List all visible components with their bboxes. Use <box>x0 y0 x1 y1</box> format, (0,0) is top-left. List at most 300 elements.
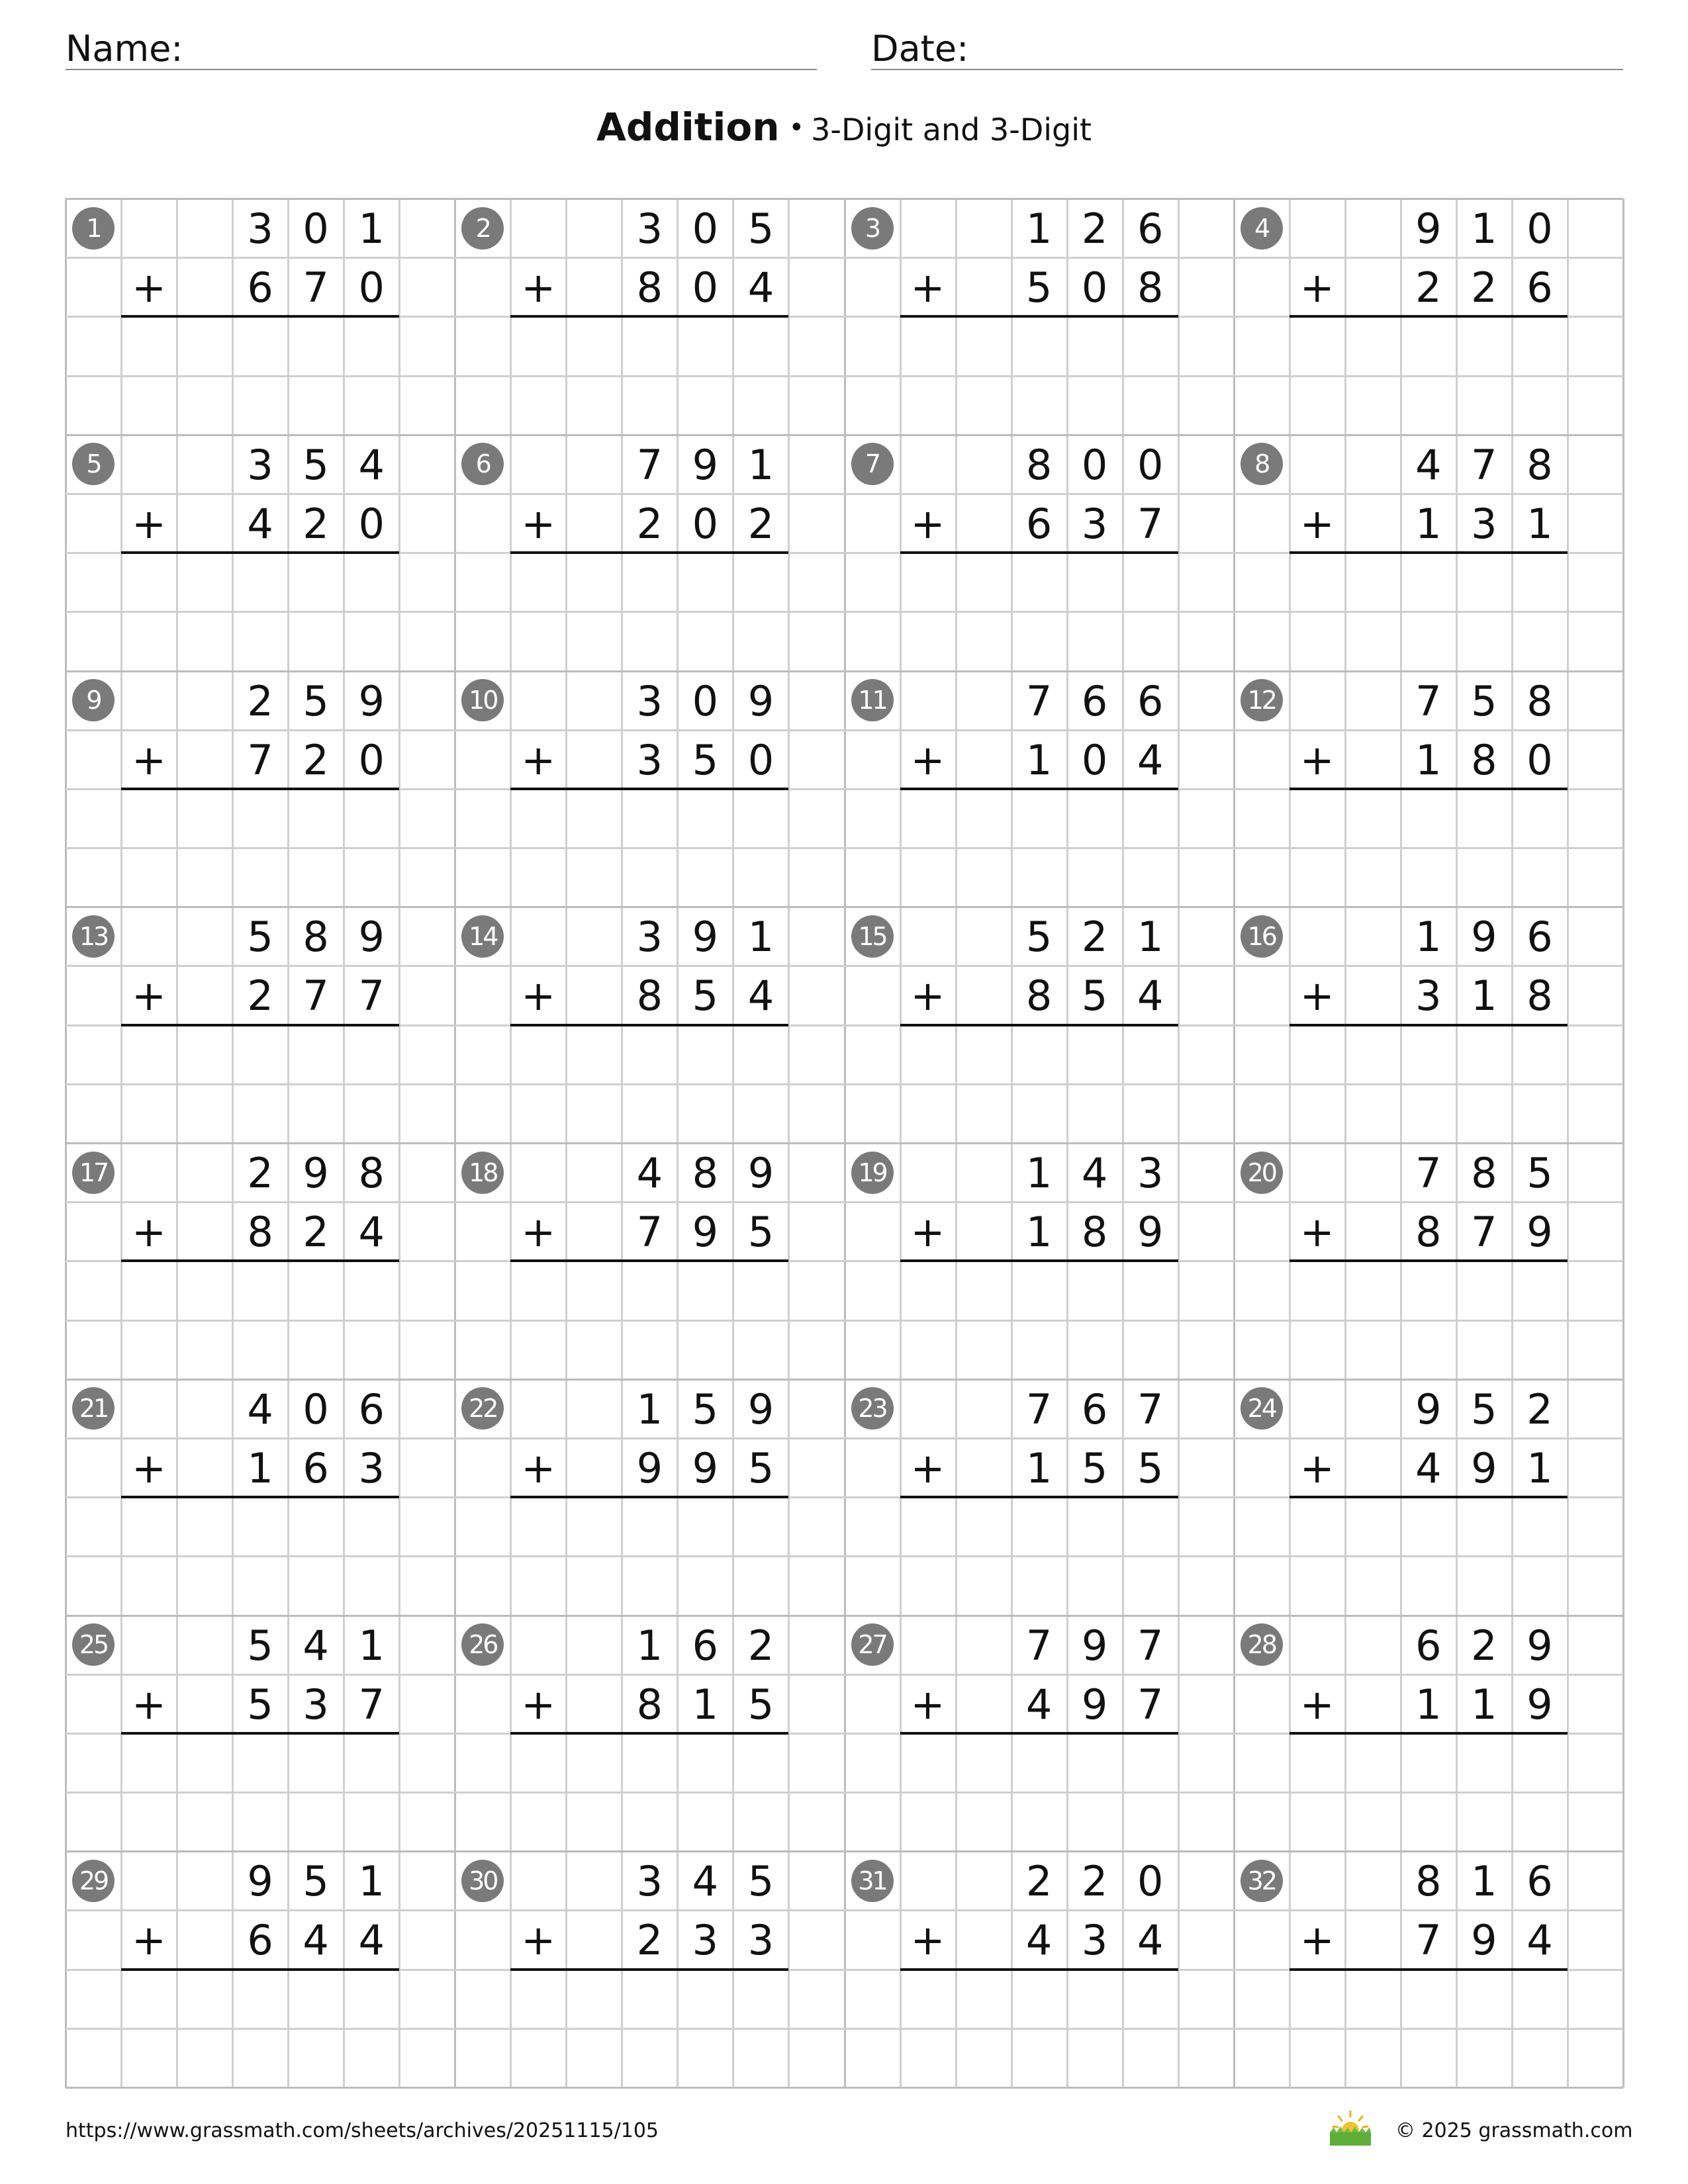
answer-cell[interactable] <box>1346 1498 1399 1555</box>
answer-cell[interactable] <box>623 1498 676 1555</box>
answer-cell[interactable] <box>234 1498 287 1555</box>
plus-sign: + <box>521 735 556 784</box>
answer-cell[interactable] <box>567 1794 620 1850</box>
addend-bottom-digit: 4 <box>303 1916 329 1965</box>
answer-cell[interactable] <box>1513 1322 1566 1378</box>
answer-cell[interactable] <box>345 2030 398 2086</box>
answer-cell[interactable] <box>345 1498 398 1555</box>
addend-bottom-digit: 4 <box>1025 1916 1053 1965</box>
answer-cell[interactable] <box>345 1262 398 1318</box>
answer-cell[interactable] <box>1402 1971 1455 2027</box>
answer-cell[interactable] <box>234 1557 287 1614</box>
answer-cell[interactable] <box>734 318 787 374</box>
answer-cell[interactable] <box>623 1085 676 1142</box>
answer-cell[interactable] <box>178 613 231 669</box>
addend-bottom-digit: 4 <box>1137 1916 1164 1965</box>
answer-cell[interactable] <box>1068 1322 1121 1378</box>
answer-cell[interactable] <box>679 554 731 610</box>
addend-top-digit: 5 <box>1025 913 1053 962</box>
answer-cell[interactable] <box>734 1498 787 1555</box>
answer-cell[interactable] <box>734 2030 787 2086</box>
answer-cell[interactable] <box>345 1026 398 1083</box>
answer-cell[interactable] <box>345 849 398 905</box>
answer-cell[interactable] <box>1346 790 1399 846</box>
addend-bottom-digit: 5 <box>692 972 719 1021</box>
answer-cell[interactable] <box>1346 318 1399 374</box>
answer-cell[interactable] <box>623 1557 676 1614</box>
answer-cell[interactable] <box>1124 2030 1177 2086</box>
answer-cell[interactable] <box>234 1322 287 1378</box>
addend-bottom-digit: 8 <box>1081 1208 1108 1257</box>
plus-sign: + <box>132 1916 166 1965</box>
answer-cell[interactable] <box>1124 1735 1177 1791</box>
answer-cell[interactable] <box>957 849 1010 905</box>
answer-cell[interactable] <box>1458 1794 1511 1850</box>
answer-cell[interactable] <box>623 613 676 669</box>
answer-cell[interactable] <box>1013 2030 1066 2086</box>
addend-top-digit: 9 <box>1081 1621 1108 1670</box>
answer-cell[interactable] <box>567 1322 620 1378</box>
answer-cell[interactable] <box>679 318 731 374</box>
answer-cell[interactable] <box>289 1735 342 1791</box>
answer-cell[interactable] <box>567 613 620 669</box>
answer-cell[interactable] <box>289 613 342 669</box>
answer-cell[interactable] <box>1346 1557 1399 1614</box>
answer-cell[interactable] <box>957 790 1010 846</box>
plus-sign: + <box>132 972 166 1021</box>
answer-cell[interactable] <box>1068 1498 1121 1555</box>
answer-cell[interactable] <box>345 790 398 846</box>
answer-cell[interactable] <box>1068 1026 1121 1083</box>
addend-top-digit: 9 <box>1415 1385 1442 1433</box>
answer-cell[interactable] <box>957 1557 1010 1614</box>
answer-cell[interactable] <box>623 790 676 846</box>
answer-cell[interactable] <box>734 613 787 669</box>
answer-cell[interactable] <box>679 377 731 433</box>
answer-cell[interactable] <box>679 1262 731 1318</box>
plus-sign: + <box>521 1680 556 1729</box>
answer-cell[interactable] <box>623 2030 676 2086</box>
answer-cell[interactable] <box>289 318 342 374</box>
answer-cell[interactable] <box>734 1026 787 1083</box>
answer-cell[interactable] <box>1513 613 1566 669</box>
answer-cell[interactable] <box>567 849 620 905</box>
plus-sign: + <box>1299 499 1335 548</box>
answer-cell[interactable] <box>1513 1085 1566 1142</box>
addend-bottom-digit: 7 <box>247 735 273 784</box>
answer-cell[interactable] <box>567 1085 620 1142</box>
answer-cell[interactable] <box>957 318 1010 374</box>
answer-cell[interactable] <box>679 1794 731 1850</box>
answer-cell[interactable] <box>1068 1794 1121 1850</box>
answer-cell[interactable] <box>1458 1026 1511 1083</box>
answer-cell[interactable] <box>1124 1557 1177 1614</box>
answer-cell[interactable] <box>1346 1971 1399 2027</box>
answer-cell[interactable] <box>957 1085 1010 1142</box>
answer-cell[interactable] <box>1013 1794 1066 1850</box>
answer-cell[interactable] <box>1402 1085 1455 1142</box>
addend-bottom-digit: 1 <box>1025 735 1053 784</box>
answer-cell[interactable] <box>567 318 620 374</box>
answer-cell[interactable] <box>1346 849 1399 905</box>
answer-cell[interactable] <box>289 554 342 610</box>
answer-cell[interactable] <box>623 554 676 610</box>
addend-top-digit: 2 <box>1081 913 1108 962</box>
answer-cell[interactable] <box>1013 318 1066 374</box>
answer-cell[interactable] <box>178 1262 231 1318</box>
answer-cell[interactable] <box>345 1794 398 1850</box>
answer-cell[interactable] <box>345 377 398 433</box>
answer-cell[interactable] <box>1513 377 1566 433</box>
answer-cell[interactable] <box>734 1085 787 1142</box>
answer-cell[interactable] <box>1013 554 1066 610</box>
answer-cell[interactable] <box>1458 849 1511 905</box>
answer-cell[interactable] <box>1458 790 1511 846</box>
answer-cell[interactable] <box>567 790 620 846</box>
answer-cell[interactable] <box>1013 849 1066 905</box>
answer-cell[interactable] <box>1068 1557 1121 1614</box>
answer-cell[interactable] <box>1124 377 1177 433</box>
answer-cell[interactable] <box>178 377 231 433</box>
answer-cell[interactable] <box>178 1498 231 1555</box>
answer-cell[interactable] <box>679 1026 731 1083</box>
answer-cell[interactable] <box>1124 318 1177 374</box>
answer-cell[interactable] <box>679 1498 731 1555</box>
answer-cell[interactable] <box>345 613 398 669</box>
addend-bottom-digit: 2 <box>247 972 273 1021</box>
answer-cell[interactable] <box>567 1262 620 1318</box>
addend-top-digit: 2 <box>247 1149 273 1197</box>
answer-cell[interactable] <box>345 1971 398 2027</box>
answer-cell[interactable] <box>1068 1971 1121 2027</box>
answer-cell[interactable] <box>1068 613 1121 669</box>
answer-cell[interactable] <box>567 1735 620 1791</box>
answer-cell[interactable] <box>623 1794 676 1850</box>
addend-top-digit: 1 <box>1471 205 1497 253</box>
answer-cell[interactable] <box>679 1085 731 1142</box>
answer-cell[interactable] <box>1068 318 1121 374</box>
answer-cell[interactable] <box>1124 1026 1177 1083</box>
answer-cell[interactable] <box>567 377 620 433</box>
answer-cell[interactable] <box>178 849 231 905</box>
answer-cell[interactable] <box>1068 790 1121 846</box>
answer-cell[interactable] <box>679 1557 731 1614</box>
answer-cell[interactable] <box>178 1794 231 1850</box>
answer-cell[interactable] <box>178 1026 231 1083</box>
answer-cell[interactable] <box>623 849 676 905</box>
addend-top-digit: 3 <box>636 205 663 253</box>
answer-cell[interactable] <box>957 1794 1010 1850</box>
answer-cell[interactable] <box>1124 613 1177 669</box>
answer-cell[interactable] <box>734 1794 787 1850</box>
answer-cell[interactable] <box>345 318 398 374</box>
answer-cell[interactable] <box>289 1971 342 2027</box>
answer-cell[interactable] <box>289 1262 342 1318</box>
answer-cell[interactable] <box>1402 2030 1455 2086</box>
answer-cell[interactable] <box>234 1085 287 1142</box>
addend-bottom-digit: 1 <box>1471 972 1497 1021</box>
answer-cell[interactable] <box>679 849 731 905</box>
answer-cell[interactable] <box>1124 1794 1177 1850</box>
answer-cell[interactable] <box>178 2030 231 2086</box>
answer-cell[interactable] <box>1346 377 1399 433</box>
answer-cell[interactable] <box>567 1026 620 1083</box>
answer-cell[interactable] <box>178 1322 231 1378</box>
answer-cell[interactable] <box>1402 1498 1455 1555</box>
answer-cell[interactable] <box>234 1026 287 1083</box>
answer-cell[interactable] <box>567 1971 620 2027</box>
answer-cell[interactable] <box>289 1085 342 1142</box>
answer-cell[interactable] <box>1402 1262 1455 1318</box>
answer-cell[interactable] <box>1402 790 1455 846</box>
problem-number-badge: 14 <box>461 915 504 958</box>
answer-cell[interactable] <box>1513 554 1566 610</box>
answer-cell[interactable] <box>1013 790 1066 846</box>
answer-cell[interactable] <box>178 1557 231 1614</box>
answer-cell[interactable] <box>1068 2030 1121 2086</box>
addend-bottom-digit: 2 <box>303 735 329 784</box>
answer-cell[interactable] <box>1068 1735 1121 1791</box>
answer-cell[interactable] <box>1013 1322 1066 1378</box>
answer-cell[interactable] <box>957 554 1010 610</box>
answer-cell[interactable] <box>623 1971 676 2027</box>
answer-cell[interactable] <box>234 2030 287 2086</box>
answer-cell[interactable] <box>234 849 287 905</box>
answer-cell[interactable] <box>1458 377 1511 433</box>
answer-cell[interactable] <box>1458 1971 1511 2027</box>
answer-cell[interactable] <box>289 1026 342 1083</box>
answer-cell[interactable] <box>1513 1971 1566 2027</box>
answer-cell[interactable] <box>1402 1735 1455 1791</box>
answer-cell[interactable] <box>1124 1085 1177 1142</box>
answer-cell[interactable] <box>1068 554 1121 610</box>
answer-cell[interactable] <box>679 613 731 669</box>
answer-cell[interactable] <box>234 1794 287 1850</box>
plus-sign: + <box>1299 972 1335 1021</box>
plus-sign: + <box>910 1916 945 1965</box>
answer-cell[interactable] <box>1458 1322 1511 1378</box>
problem-number-badge: 19 <box>851 1152 894 1194</box>
answer-cell[interactable] <box>1013 1498 1066 1555</box>
answer-cell[interactable] <box>957 1322 1010 1378</box>
answer-cell[interactable] <box>1402 1794 1455 1850</box>
answer-cell[interactable] <box>1068 1085 1121 1142</box>
answer-cell[interactable] <box>1013 613 1066 669</box>
answer-cell[interactable] <box>1458 1262 1511 1318</box>
answer-cell[interactable] <box>234 1735 287 1791</box>
answer-cell[interactable] <box>1458 554 1511 610</box>
answer-cell[interactable] <box>623 1322 676 1378</box>
answer-cell[interactable] <box>1068 1262 1121 1318</box>
answer-cell[interactable] <box>178 318 231 374</box>
answer-cell[interactable] <box>623 1735 676 1791</box>
answer-cell[interactable] <box>234 318 287 374</box>
addend-top-digit: 5 <box>303 676 329 725</box>
answer-cell[interactable] <box>957 1498 1010 1555</box>
answer-cell[interactable] <box>1013 1262 1066 1318</box>
answer-cell[interactable] <box>567 1557 620 1614</box>
answer-cell[interactable] <box>567 1498 620 1555</box>
answer-cell[interactable] <box>1346 1085 1399 1142</box>
answer-cell[interactable] <box>1402 849 1455 905</box>
answer-cell[interactable] <box>1013 1971 1066 2027</box>
answer-cell[interactable] <box>679 790 731 846</box>
answer-cell[interactable] <box>289 1557 342 1614</box>
answer-cell[interactable] <box>1513 1735 1566 1791</box>
answer-cell[interactable] <box>734 849 787 905</box>
answer-cell[interactable] <box>734 1971 787 2027</box>
answer-cell[interactable] <box>679 1971 731 2027</box>
answer-cell[interactable] <box>1124 1971 1177 2027</box>
answer-cell[interactable] <box>1346 1735 1399 1791</box>
answer-cell[interactable] <box>234 790 287 846</box>
answer-cell[interactable] <box>1124 554 1177 610</box>
name-field[interactable] <box>66 24 817 70</box>
answer-cell[interactable] <box>1513 1794 1566 1850</box>
answer-cell[interactable] <box>1513 318 1566 374</box>
answer-cell[interactable] <box>1513 1026 1566 1083</box>
answer-cell[interactable] <box>679 2030 731 2086</box>
answer-cell[interactable] <box>178 790 231 846</box>
answer-cell[interactable] <box>734 790 787 846</box>
addend-bottom-digit: 8 <box>636 972 663 1021</box>
answer-cell[interactable] <box>623 1262 676 1318</box>
answer-cell[interactable] <box>1124 790 1177 846</box>
answer-cell[interactable] <box>734 1557 787 1614</box>
answer-cell[interactable] <box>289 790 342 846</box>
answer-cell[interactable] <box>957 1735 1010 1791</box>
answer-cell[interactable] <box>1346 554 1399 610</box>
plus-sign: + <box>132 1208 166 1257</box>
answer-cell[interactable] <box>1458 2030 1511 2086</box>
answer-cell[interactable] <box>567 554 620 610</box>
answer-cell[interactable] <box>957 1262 1010 1318</box>
answer-cell[interactable] <box>289 377 342 433</box>
answer-cell[interactable] <box>957 1971 1010 2027</box>
answer-cell[interactable] <box>1346 1794 1399 1850</box>
answer-cell[interactable] <box>1124 1262 1177 1318</box>
answer-cell[interactable] <box>734 377 787 433</box>
addend-bottom-digit: 1 <box>692 1680 719 1729</box>
plus-sign: + <box>1299 1443 1335 1492</box>
plus-sign: + <box>132 1443 166 1492</box>
answer-cell[interactable] <box>623 318 676 374</box>
answer-cell[interactable] <box>1124 1498 1177 1555</box>
answer-cell[interactable] <box>1513 790 1566 846</box>
answer-cell[interactable] <box>1402 613 1455 669</box>
answer-cell[interactable] <box>567 2030 620 2086</box>
answer-cell[interactable] <box>289 1794 342 1850</box>
answer-cell[interactable] <box>1402 554 1455 610</box>
answer-cell[interactable] <box>734 1735 787 1791</box>
answer-cell[interactable] <box>1513 1498 1566 1555</box>
answer-cell[interactable] <box>289 1322 342 1378</box>
answer-cell[interactable] <box>623 1026 676 1083</box>
answer-cell[interactable] <box>234 377 287 433</box>
problem-number-badge: 5 <box>72 443 115 485</box>
answer-cell[interactable] <box>289 849 342 905</box>
addend-bottom-digit: 7 <box>358 972 385 1021</box>
answer-cell[interactable] <box>345 1557 398 1614</box>
answer-cell[interactable] <box>1013 377 1066 433</box>
problem-number-badge: 8 <box>1241 443 1283 485</box>
answer-cell[interactable] <box>289 1498 342 1555</box>
answer-cell[interactable] <box>957 377 1010 433</box>
answer-cell[interactable] <box>1346 2030 1399 2086</box>
date-field[interactable] <box>871 24 1623 70</box>
answer-cell[interactable] <box>1013 1026 1066 1083</box>
answer-cell[interactable] <box>1402 1322 1455 1378</box>
answer-cell[interactable] <box>1346 613 1399 669</box>
answer-cell[interactable] <box>734 1262 787 1318</box>
answer-cell[interactable] <box>178 1971 231 2027</box>
answer-cell[interactable] <box>234 1262 287 1318</box>
answer-cell[interactable] <box>1513 2030 1566 2086</box>
answer-cell[interactable] <box>1013 1085 1066 1142</box>
answer-cell[interactable] <box>1068 377 1121 433</box>
answer-cell[interactable] <box>234 613 287 669</box>
answer-cell[interactable] <box>957 2030 1010 2086</box>
answer-cell[interactable] <box>1458 1735 1511 1791</box>
answer-cell[interactable] <box>345 1085 398 1142</box>
answer-cell[interactable] <box>679 1735 731 1791</box>
answer-cell[interactable] <box>1458 318 1511 374</box>
answer-cell[interactable] <box>1513 1262 1566 1318</box>
answer-cell[interactable] <box>1124 1322 1177 1378</box>
answer-cell[interactable] <box>234 1971 287 2027</box>
answer-cell[interactable] <box>1458 613 1511 669</box>
plus-sign: + <box>521 499 556 548</box>
name-label: Name: <box>66 28 183 69</box>
answer-cell[interactable] <box>1402 1557 1455 1614</box>
answer-cell[interactable] <box>289 2030 342 2086</box>
answer-cell[interactable] <box>1346 1322 1399 1378</box>
answer-cell[interactable] <box>345 554 398 610</box>
answer-cell[interactable] <box>1346 1026 1399 1083</box>
answer-cell[interactable] <box>345 1735 398 1791</box>
answer-cell[interactable] <box>1458 1085 1511 1142</box>
answer-cell[interactable] <box>178 1735 231 1791</box>
answer-cell[interactable] <box>1068 849 1121 905</box>
answer-cell[interactable] <box>1458 1498 1511 1555</box>
answer-cell[interactable] <box>345 1322 398 1378</box>
answer-cell[interactable] <box>679 1322 731 1378</box>
addend-top-digit: 8 <box>303 913 329 962</box>
answer-cell[interactable] <box>957 613 1010 669</box>
answer-cell[interactable] <box>1402 318 1455 374</box>
addend-top-digit: 9 <box>1471 913 1497 962</box>
addend-bottom-digit: 4 <box>247 499 273 548</box>
answer-cell[interactable] <box>1402 1026 1455 1083</box>
answer-cell[interactable] <box>234 554 287 610</box>
problem-number-badge: 22 <box>461 1387 504 1430</box>
answer-cell[interactable] <box>1513 849 1566 905</box>
answer-cell[interactable] <box>623 377 676 433</box>
answer-cell[interactable] <box>1013 1557 1066 1614</box>
answer-cell[interactable] <box>957 1026 1010 1083</box>
answer-cell[interactable] <box>178 1085 231 1142</box>
answer-cell[interactable] <box>1458 1557 1511 1614</box>
answer-cell[interactable] <box>1124 849 1177 905</box>
answer-cell[interactable] <box>734 1322 787 1378</box>
answer-cell[interactable] <box>1013 1735 1066 1791</box>
answer-cell[interactable] <box>1402 377 1455 433</box>
answer-cell[interactable] <box>734 554 787 610</box>
addend-bottom-digit: 8 <box>1137 263 1164 312</box>
answer-cell[interactable] <box>178 554 231 610</box>
answer-cell[interactable] <box>1513 1557 1566 1614</box>
answer-cell[interactable] <box>1346 1262 1399 1318</box>
